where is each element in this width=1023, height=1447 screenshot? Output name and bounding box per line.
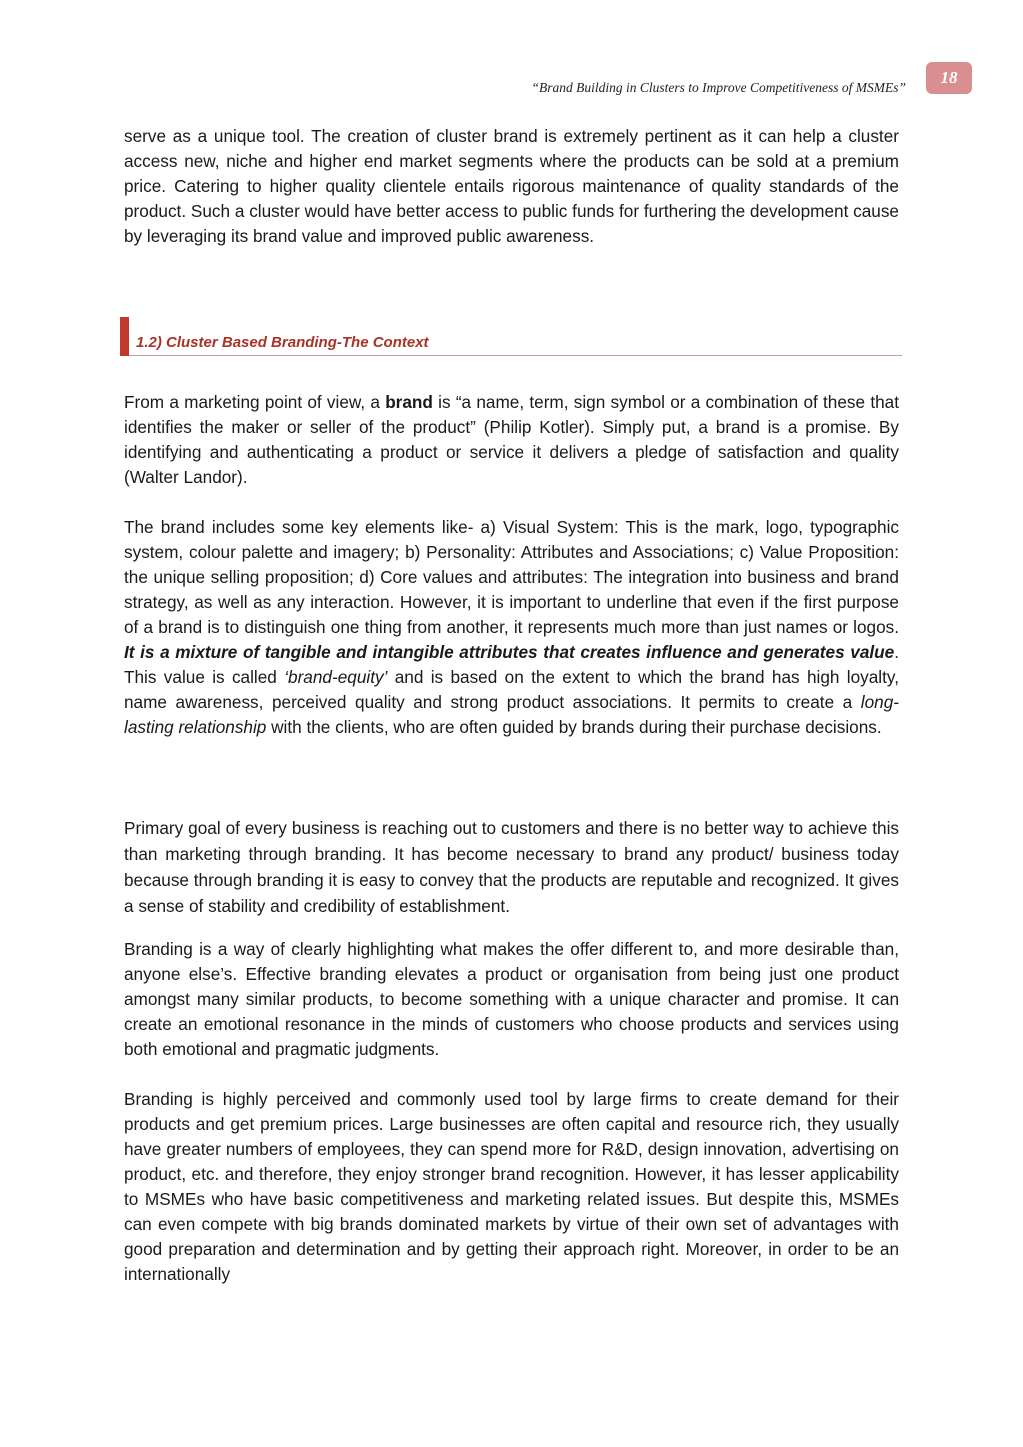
paragraph-5: Branding is a way of clearly highlighting what makes the offer different to, and more desirable than, anyone else’s. Effective branding elevates a product or organisation from being just one product amongst many similar products, to become something with a unique character and promise. It can create an emotional resonance in the minds of customers who choose products and services using both emotional and pragmatic judgments.: [124, 939, 899, 1059]
section-underline: [129, 355, 902, 356]
paragraph-2: [124, 390, 899, 490]
paragraph-3-text-d: with the clients, who are often guided by brands during their purchase decisions.: [266, 717, 882, 737]
paragraph-2-text-b: is “a name, term, sign symbol or a combination of these that identifies the maker or seller of the product” (Philip Kotler). Simply put, a brand is a promise. By identifying and authenticating a product or service it delivers a pledge of satisfaction and quality (Walter Landor).: [124, 392, 899, 487]
paragraph-3-text-b: . This value is called: [124, 642, 899, 687]
brand-term: brand: [385, 392, 433, 412]
section-heading: 1.2) Cluster Based Branding-The Context: [136, 334, 429, 351]
paragraph-3-text-c: and is based on the extent to which the brand has high loyalty, name awareness, perceived quality and strong product associations. It permits to create a: [124, 667, 899, 712]
paragraph-6: Branding is highly perceived and commonly used tool by large firms to create demand for their products and get premium prices. Large businesses are often capital and resource rich, they usually have greater numbers of employees, they can spend more for R&D, design innovation, advertising on product, etc. and therefore, they enjoy stronger brand recognition. However, it has lesser applicability to MSMEs who have basic competitiveness and marketing related issues. But despite this, MSMEs can even compete with big brands dominated markets by virtue of their own set of advantages with good preparation and determination and by getting their approach right. Moreover, in order to be an internationally: [124, 1089, 899, 1284]
paragraph-1: serve as a unique tool. The creation of cluster brand is extremely pertinent as it can help a cluster access new, niche and higher end market segments where the products can be sold at a premium price. Catering to higher quality clientele entails rigorous maintenance of quality standards of the product. Such a cluster would have better access to public funds for furthering the development cause by leveraging its brand value and improved public awareness.: [124, 126, 899, 246]
term-brand-equity: ‘brand-equity’: [284, 667, 388, 687]
term-long-lasting-relationship: long-lasting relationship: [124, 692, 899, 737]
paragraph-4: Primary goal of every business is reaching out to customers and there is no better way to achieve this than marketing through branding. It has become necessary to brand any product/ business today because through branding it is easy to convey that the products are reputable and recognized. It gives a sense of stability and credibility of establishment.: [124, 818, 899, 916]
emphasis-mixture: It is a mixture of tangible and intangible attributes that creates influence and generates value: [124, 642, 895, 662]
paragraph-2-text-a: From a marketing point of view, a: [124, 392, 386, 412]
paragraph-3: [124, 515, 899, 740]
running-header-title: “Brand Building in Clusters to Improve Competitiveness of MSMEs”: [531, 80, 906, 95]
paragraph-3-text-a: The brand includes some key elements like- a) Visual System: This is the mark, logo, typographic system, colour palette and imagery; b) Personality: Attributes and Associations; c) Value Proposition: the unique selling proposition; d) Core values and attributes: The integration into business and brand strategy, as well as any interaction. However, it is important to underline that even if the first purpose of a brand is to distinguish one thing from another, it represents much more than just names or logos.: [124, 517, 899, 637]
section-accent-bar: [120, 317, 129, 356]
page-number: 18: [926, 62, 972, 94]
